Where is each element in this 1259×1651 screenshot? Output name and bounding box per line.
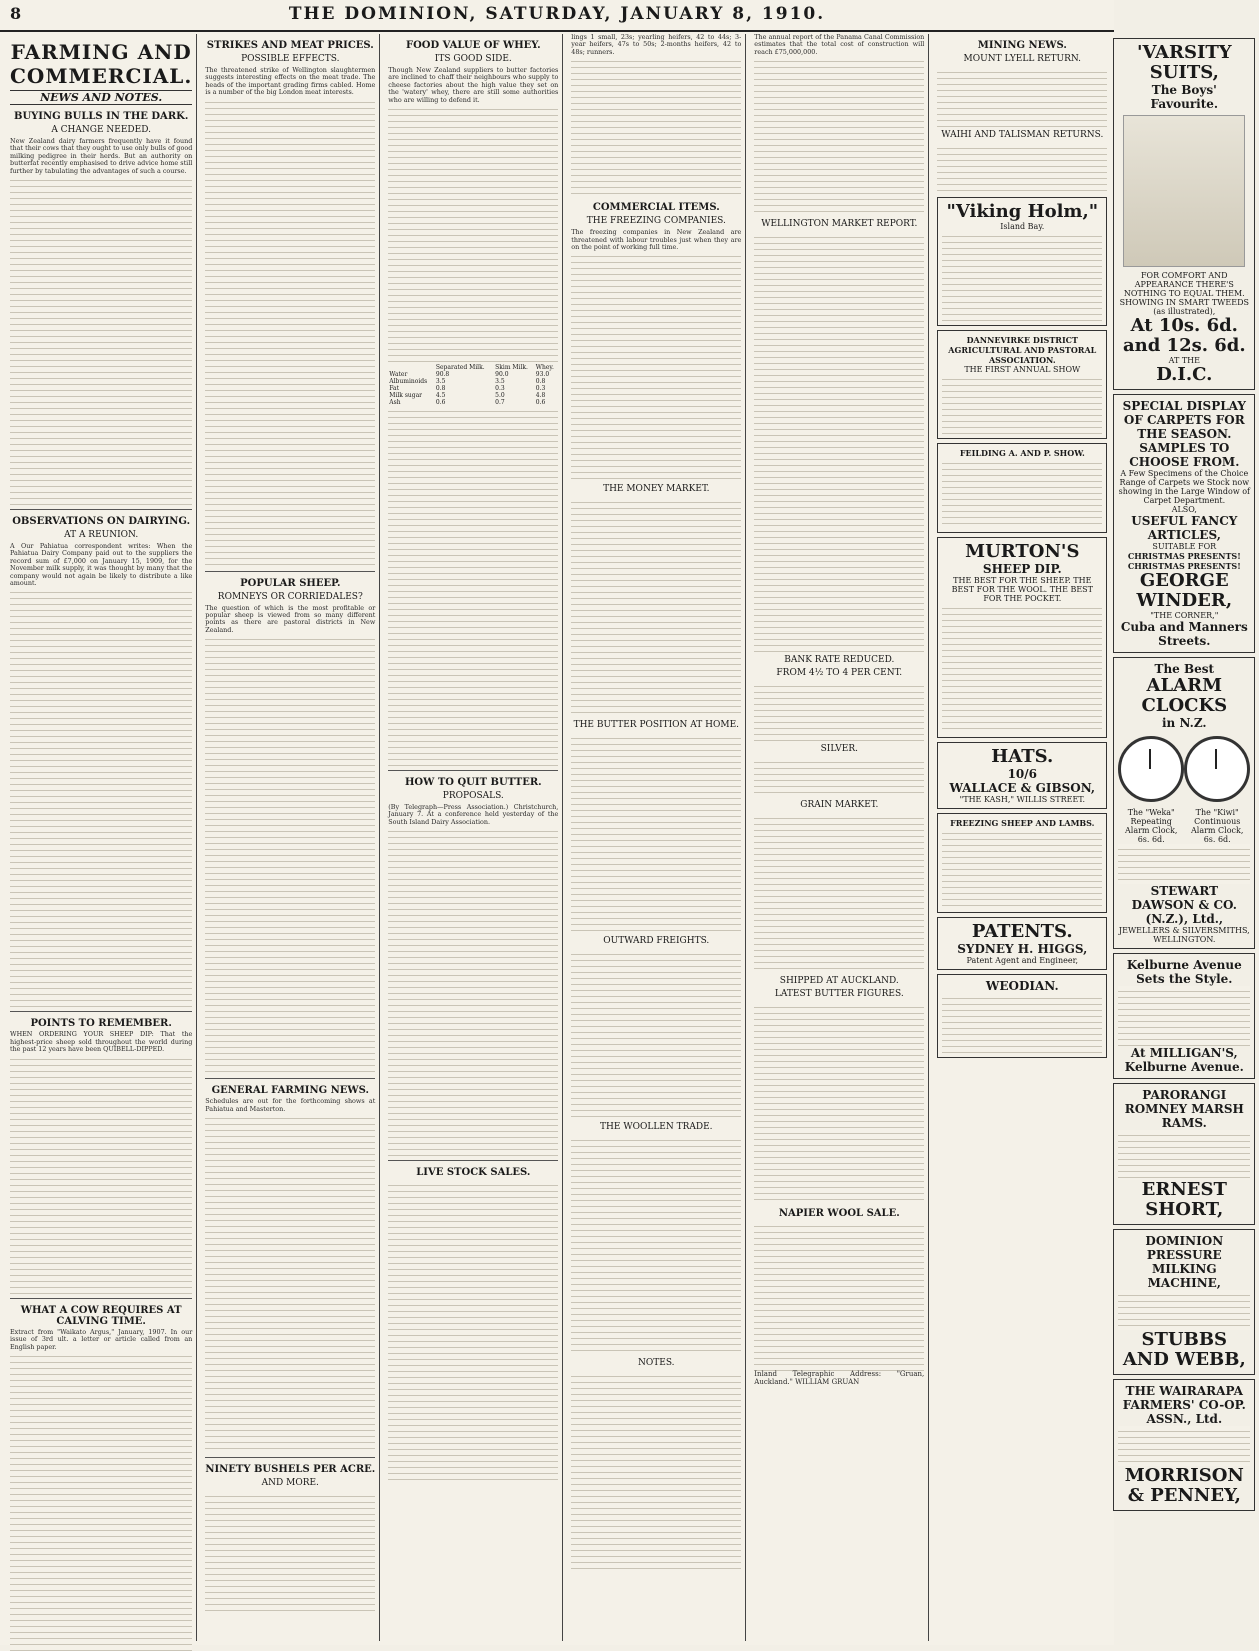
- column-1: [6, 34, 197, 1641]
- article-body-filler: [205, 1491, 375, 1611]
- article-body: The freezing companies in New Zealand are threatened with labour troubles just when they are on the point of working full time.: [571, 228, 742, 252]
- article-body: Though New Zealand suppliers to butter factories are inclined to chaff their neighbours who supply to cheese factories about the high value they set on the 'watery' whey, there are still some authorities who are willing to defend it.: [388, 66, 559, 104]
- masthead-title: THE DOMINION, SATURDAY, JANUARY 8, 1910.: [288, 4, 826, 24]
- article-subheading: WAIHI AND TALISMAN RETURNS.: [941, 130, 1104, 140]
- weodian-ad: WEODIAN.: [937, 974, 1107, 1058]
- article-body: (By Telegraph—Press Association.) Christchurch, January 7. At a conference held yesterday of the South Island Dairy Association.: [388, 803, 559, 826]
- article-body-filler: [10, 175, 192, 505]
- article-body: Schedules are out for the forthcoming shows at Pahiatua and Masterton.: [205, 1097, 376, 1113]
- article-heading: MINING NEWS.: [977, 40, 1067, 51]
- article-body-filler: [205, 97, 375, 567]
- article-body-filler: [10, 587, 192, 1007]
- patents-ad: PATENTS. SYDNEY H. HIGGS, Patent Agent and Engineer,: [937, 917, 1107, 970]
- whey-table: Separated Milk. Skim Milk. Whey. Water 90.8 90.0 93.0 Albuminoids 3.5 3.5 0.8 Fat 0.8 0.3 0.3 Milk sugar 4.5 5.0 4.8 Ash 0.6 0.7 0.6: [388, 364, 558, 406]
- article-body: WHEN ORDERING YOUR SHEEP DIP: That the highest-price sheep sold throughout the world during the past 12 years have been QUIBELL-DIPPED.: [10, 1030, 193, 1054]
- article-subheading: LATEST BUTTER FIGURES.: [774, 989, 904, 1000]
- varsity-suits-ad: 'VARSITY SUITS, The Boys' Favourite. FOR COMFORT AND APPEARANCE THERE'S NOTHING TO EQUAL THEM. SHOWING IN SMART TWEEDS (as illustrated), At 10s. 6d. and 12s. 6d. AT THE D.I.C.: [1113, 38, 1255, 390]
- page-number: 8: [10, 4, 22, 23]
- freezing-ad: FREEZING SHEEP AND LAMBS.: [937, 813, 1107, 913]
- article-body-filler: [388, 1180, 558, 1480]
- viking-holm-ad: "Viking Holm," Island Bay.: [937, 197, 1107, 326]
- column-5: [750, 34, 929, 1641]
- milking-machine-ad: DOMINION PRESSURE MILKING MACHINE, STUBBS AND WEBB,: [1113, 1229, 1255, 1375]
- article-body-filler: [754, 1221, 924, 1371]
- article-subheading: WELLINGTON MARKET REPORT.: [761, 219, 918, 230]
- feilding-show-ad: FEILDING A. AND P. SHOW.: [937, 443, 1107, 533]
- article-subheading: BANK RATE REDUCED.: [784, 655, 895, 666]
- article-body-filler: [754, 757, 924, 797]
- article-heading: GENERAL FARMING NEWS.: [211, 1085, 369, 1097]
- article-heading: POPULAR SHEEP.: [240, 577, 341, 589]
- article-subheading: ROMNEYS OR CORRIEDALES?: [217, 591, 363, 602]
- article-body: A Our Pahiatua correspondent writes: When the Pahiatua Dairy Company paid out to the suppliers the record sum of £7,000 on January 15, 1909, for the November milk supply, it was thought by many that the company would not again be likely to distribute a like amount.: [10, 542, 193, 588]
- article-subheading: SILVER.: [820, 744, 858, 755]
- article-body-filler: [571, 1371, 741, 1571]
- hats-ad: HATS. 10/6 WALLACE & GIBSON, "THE KASH," WILLIS STREET.: [937, 742, 1107, 809]
- table-row: Albuminoids 3.5 3.5 0.8: [389, 378, 546, 386]
- column-3: [384, 34, 563, 1641]
- table-row: Fat 0.8 0.3 0.3: [389, 385, 546, 393]
- article-subheading: GRAIN MARKET.: [800, 800, 879, 811]
- column-2: [201, 34, 380, 1641]
- article-footer: Inland Telegraphic Address: "Gruan, Auckland." WILLIAM GRUAN: [754, 1370, 925, 1386]
- article-body-filler: [571, 56, 741, 196]
- kelburne-ad: Kelburne Avenue Sets the Style. At MILLIGAN'S, Kelburne Avenue.: [1113, 953, 1255, 1079]
- article-body-filler: [754, 813, 924, 973]
- article-subheading: AND MORE.: [261, 1478, 319, 1489]
- article-subheading: THE FREEZING COMPANIES.: [586, 216, 726, 227]
- alarm-clocks-ad: The Best ALARM CLOCKS in N.Z. The "Weka" Repeating Alarm Clock, 6s. 6d. The "Kiwi" Continuous Alarm Clock, 6s. 6d. STEWART DAWSON & CO. (N.Z.), Ltd., JEWELLERS & SILVERSMITHS, WELLINGTON.: [1113, 657, 1255, 949]
- table-row: Ash 0.6 0.7 0.6: [389, 399, 546, 407]
- carpets-ad: SPECIAL DISPLAY OF CARPETS FOR THE SEASON. SAMPLES TO CHOOSE FROM. A Few Specimens of the Choice Range of Carpets we Stock now showing in the Large Window of Carpet Department. ALSO, USEFUL FANCY ARTICLES, SUITABLE FOR CHRISTMAS PRESENTS! CHRISTMAS PRESENTS! GEORGE WINDER, "THE CORNER," Cuba and Manners Streets.: [1113, 394, 1255, 653]
- dannevirke-ad: DANNEVIRKE DISTRICT AGRICULTURAL AND PASTORAL ASSOCIATION. THE FIRST ANNUAL SHOW: [937, 330, 1107, 439]
- wairarapa-farmers-ad: THE WAIRARAPA FARMERS' CO-OP. ASSN., Ltd. MORRISON & PENNEY,: [1113, 1379, 1255, 1511]
- article-heading: STRIKES AND MEAT PRICES.: [206, 40, 374, 51]
- article-heading: OBSERVATIONS ON DAIRYING.: [12, 516, 191, 528]
- article-body: The threatened strike of Wellington slaughtermen suggests interesting effects on the meat trade. The heads of the important grading firms cabled. Home is a number of the big London meat interests.: [205, 66, 376, 97]
- ads-left-subcolumn: [937, 34, 1107, 1515]
- article-heading: NINETY BUSHELS PER ACRE.: [205, 1464, 376, 1476]
- article-subheading: POSSIBLE EFFECTS.: [241, 54, 340, 64]
- parorangi-ad: PARORANGI ROMNEY MARSH RAMS. ERNEST SHORT,: [1113, 1083, 1255, 1225]
- article-heading: WHAT A COW REQUIRES AT CALVING TIME.: [20, 1304, 182, 1327]
- article-heading: HOW TO QUIT BUTTER.: [404, 777, 542, 789]
- article-heading: POINTS TO REMEMBER.: [30, 1018, 172, 1030]
- table-row: Water 90.8 90.0 93.0: [389, 371, 550, 379]
- article-heading: BUYING BULLS IN THE DARK.: [14, 111, 189, 122]
- article-subheading: ITS GOOD SIDE.: [434, 54, 512, 64]
- column-6-advertisements: [933, 34, 1259, 1641]
- article-body: New Zealand dairy farmers frequently have it found that their cows that they ought to use only bulls of good milking pedigree in their herds. But an authority on butterfat recently emphasised to drive advice home still further by tabulating the advantages of such a course.: [10, 137, 193, 175]
- section-subtitle: NEWS AND NOTES.: [10, 90, 192, 105]
- article-subheading: PROPOSALS.: [442, 791, 504, 802]
- clock-icon: [1184, 736, 1250, 802]
- article-heading: COMMERCIAL ITEMS.: [592, 202, 720, 214]
- column-4: [567, 34, 746, 1641]
- article-body-filler: [388, 104, 558, 364]
- article-body-filler: [10, 1054, 192, 1294]
- article-body-filler: [754, 1002, 924, 1202]
- article-body: Extract from "Waikato Argus," January, 1907. In our issue of 3rd ult. a letter or article called from an English paper.: [10, 1327, 193, 1351]
- article-body-filler: [754, 681, 924, 741]
- article-body: The question of which is the most profitable or popular sheep is viewed from so many different points as there are pastoral districts in New Zealand.: [205, 603, 376, 634]
- article-body: lings 1 small, 23s; yearling heifers, 42 to 44s; 3-year heifers, 47s to 50s; 2-months heifers, 42 to 48s; runners.: [571, 33, 742, 56]
- table-row: Milk sugar 4.5 5.0 4.8: [389, 392, 546, 400]
- article-body-filler: [754, 56, 924, 216]
- article-body-filler: [571, 949, 741, 1119]
- article-body-filler: [571, 251, 741, 481]
- article-subheading: A CHANGE NEEDED.: [51, 125, 151, 135]
- ads-right-subcolumn: [1113, 34, 1255, 1515]
- article-body-filler: [571, 497, 741, 717]
- article-subheading: NOTES.: [638, 1358, 675, 1369]
- article-body-filler: [388, 826, 558, 1156]
- article-heading: FOOD VALUE OF WHEY.: [405, 40, 541, 51]
- columns: [6, 33, 1250, 1641]
- boy-illustration: [1123, 115, 1245, 267]
- article-subheading: OUTWARD FREIGHTS.: [603, 936, 710, 947]
- article-body-filler: [10, 1351, 192, 1651]
- clock-icon: [1118, 736, 1184, 802]
- article-body-filler: [388, 406, 558, 766]
- article-body-filler: [571, 733, 741, 933]
- article-heading: LIVE STOCK SALES.: [416, 1167, 531, 1179]
- article-body-filler: [754, 232, 924, 652]
- article-subheading: FROM 4½ TO 4 PER CENT.: [776, 668, 903, 679]
- article-body: The annual report of the Panama Canal Commission estimates that the total cost of construction will reach £75,000,000.: [754, 33, 925, 56]
- article-subheading: SHIPPED AT AUCKLAND.: [779, 976, 899, 987]
- article-body-filler: [205, 634, 375, 1074]
- article-subheading: AT A REUNION.: [64, 530, 139, 541]
- article-subheading: MOUNT LYELL RETURN.: [963, 54, 1082, 64]
- article-heading: NAPIER WOOL SALE.: [778, 1208, 900, 1220]
- section-title: FARMING AND COMMERCIAL.: [10, 40, 193, 88]
- article-subheading: THE MONEY MARKET.: [603, 484, 710, 495]
- article-subheading: THE BUTTER POSITION AT HOME.: [573, 720, 740, 731]
- murtons-sheep-dip-ad: MURTON'S SHEEP DIP. THE BEST FOR THE SHEEP. THE BEST FOR THE WOOL. THE BEST FOR THE POCKET.: [937, 537, 1107, 738]
- article-body-filler: [571, 1135, 741, 1355]
- article-subheading: THE WOOLLEN TRADE.: [600, 1122, 713, 1133]
- masthead: [0, 0, 1114, 32]
- article-body-filler: [205, 1113, 375, 1453]
